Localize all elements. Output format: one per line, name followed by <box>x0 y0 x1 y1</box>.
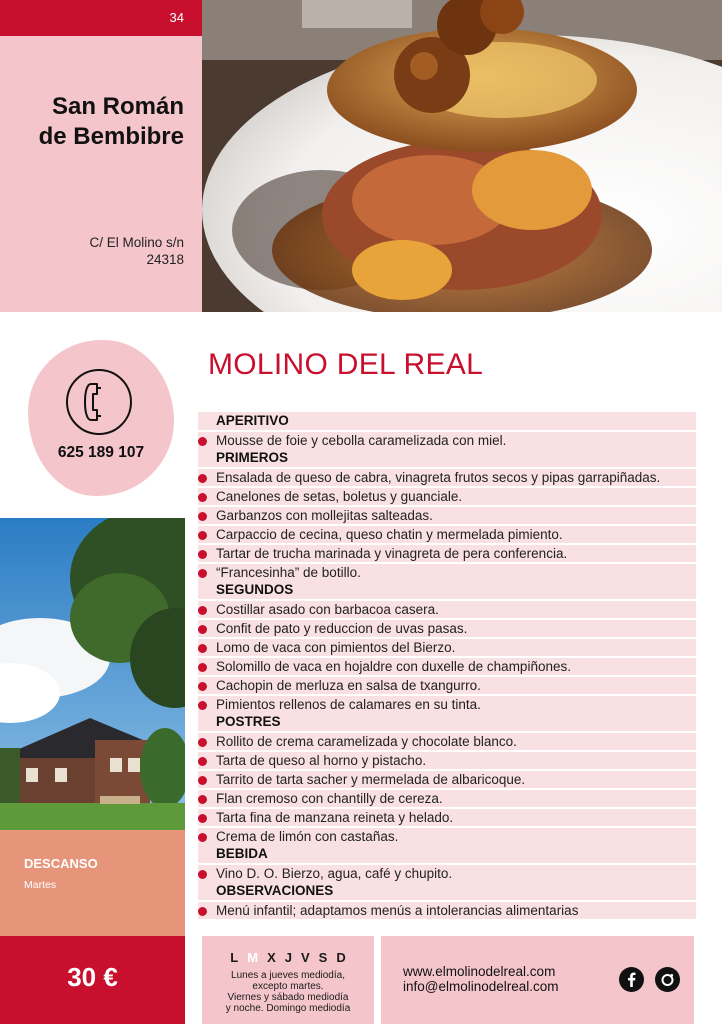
weekday-s: S <box>318 950 337 965</box>
menu-section <box>198 412 696 449</box>
bullet-icon <box>198 606 207 615</box>
menu-item-text: Tarrito de tarta sacher y mermelada de albaricoque. <box>216 771 526 787</box>
menu-item-text: Rollito de crema caramelizada y chocolate blanco. <box>216 733 517 749</box>
menu-section <box>198 713 696 845</box>
menu-item-text: Vino D. O. Bierzo, agua, café y chupito. <box>216 865 453 881</box>
bullet-icon <box>198 833 207 842</box>
menu-item <box>198 656 696 675</box>
menu-item <box>198 731 696 750</box>
restaurant-title: MOLINO DEL REAL <box>208 348 484 381</box>
phone-badge <box>28 340 174 496</box>
address-street: C/ El Molino s/n <box>89 235 184 250</box>
menu-item-text: Canelones de setas, boletus y guanciale. <box>216 488 463 504</box>
bullet-icon <box>198 776 207 785</box>
rest-day-value: Martes <box>24 879 57 891</box>
bullet-icon <box>198 474 207 483</box>
rest-day-label: DESCANSO <box>24 856 98 871</box>
menu-item-text: “Francesinha” de botillo. <box>216 564 361 580</box>
bullet-icon <box>198 493 207 502</box>
menu-item-text: Ensalada de queso de cabra, vinagreta frutos secos y pipas garrapiñadas. <box>216 469 661 485</box>
menu-item <box>198 863 696 882</box>
menu-section-heading: OBSERVACIONES <box>198 882 696 900</box>
menu-section <box>198 882 696 919</box>
weekday-letters <box>202 950 374 965</box>
bullet-icon <box>198 644 207 653</box>
page-number: 34 <box>169 10 184 25</box>
page-number-bar <box>0 0 202 36</box>
menu-item-text: Flan cremoso con chantilly de cereza. <box>216 790 443 806</box>
menu-item-text: Mousse de foie y cebolla caramelizada con miel. <box>216 432 507 448</box>
menu-item-text: Carpaccio de cecina, queso chatin y mermelada pimiento. <box>216 526 563 542</box>
menu-item <box>198 543 696 562</box>
menu-section-heading: APERITIVO <box>198 412 696 430</box>
menu-item <box>198 524 696 543</box>
hours-line: y noche. Domingo mediodía <box>225 1003 351 1014</box>
bullet-icon <box>198 437 207 446</box>
rest-day-panel <box>0 830 185 936</box>
bullet-icon <box>198 663 207 672</box>
menu-section <box>198 581 696 713</box>
menu-item <box>198 618 696 637</box>
bullet-icon <box>198 682 207 691</box>
menu-item <box>198 486 696 505</box>
hours-line: Lunes a jueves mediodía, <box>231 970 345 981</box>
weekday-x: X <box>267 950 285 965</box>
instagram-icon[interactable] <box>655 967 680 992</box>
menu-section-heading: BEBIDA <box>198 845 696 863</box>
menu-item <box>198 900 696 919</box>
weekday-v: V <box>300 950 319 965</box>
address-postcode: 24318 <box>146 252 184 267</box>
menu-item-text: Lomo de vaca con pimientos del Bierzo. <box>216 639 456 655</box>
menu-section <box>198 449 696 581</box>
menu-item <box>198 430 696 449</box>
website-link[interactable]: www.elmolinodelreal.com <box>403 964 556 979</box>
town-name <box>4 92 184 152</box>
town-panel <box>0 36 202 312</box>
menu-item <box>198 562 696 581</box>
menu-item <box>198 467 696 486</box>
bullet-icon <box>198 531 207 540</box>
menu-item <box>198 694 696 713</box>
bullet-icon <box>198 738 207 747</box>
bullet-icon <box>198 814 207 823</box>
menu-item-text: Tartar de trucha marinada y vinagreta de pera conferencia. <box>216 545 568 561</box>
weekday-l: L <box>230 950 248 965</box>
menu-item-text: Cachopin de merluza en salsa de txangurro. <box>216 677 481 693</box>
menu-list <box>198 412 696 919</box>
opening-hours <box>208 970 368 1014</box>
phone-number[interactable]: 625 189 107 <box>57 444 145 461</box>
bullet-icon <box>198 795 207 804</box>
menu-item-text: Pimientos rellenos de calamares en su tinta. <box>216 696 481 712</box>
bullet-icon <box>198 701 207 710</box>
weekday-m: M <box>247 950 268 965</box>
menu-item-text: Costillar asado con barbacoa casera. <box>216 601 439 617</box>
town-name-line1: San Román <box>51 93 184 120</box>
address <box>89 234 184 268</box>
food-photo <box>202 0 722 312</box>
phone-icon <box>65 368 133 436</box>
bullet-icon <box>198 907 207 916</box>
hours-line: excepto martes. <box>252 981 324 992</box>
bullet-icon <box>198 569 207 578</box>
menu-section-heading: PRIMEROS <box>198 449 696 467</box>
food-photo-image <box>202 0 722 312</box>
menu-item <box>198 788 696 807</box>
menu-item <box>198 637 696 656</box>
bullet-icon <box>198 757 207 766</box>
restaurant-photo-image <box>0 518 185 830</box>
hours-line: Viernes y sábado mediodía <box>227 992 349 1003</box>
menu-item <box>198 807 696 826</box>
facebook-icon[interactable] <box>619 967 644 992</box>
menu-price: 30 € <box>67 962 118 992</box>
price-panel <box>0 936 185 1024</box>
menu-section-heading: POSTRES <box>198 713 696 731</box>
town-name-line2: de Bembibre <box>38 123 184 150</box>
bullet-icon <box>198 625 207 634</box>
menu-item <box>198 599 696 618</box>
email-link[interactable]: info@elmolinodelreal.com <box>403 979 559 994</box>
menu-section-heading: SEGUNDOS <box>198 581 696 599</box>
menu-item-text: Tarta fina de manzana reineta y helado. <box>216 809 454 825</box>
menu-item <box>198 769 696 788</box>
menu-item-text: Garbanzos con mollejitas salteadas. <box>216 507 433 523</box>
menu-item-text: Confit de pato y reduccion de uvas pasas. <box>216 620 468 636</box>
menu-item-text: Menú infantil; adaptamos menús a intolerancias alimentarias <box>216 902 579 918</box>
menu-item <box>198 675 696 694</box>
weekday-d: D <box>336 950 355 965</box>
bullet-icon <box>198 512 207 521</box>
menu-item-text: Tarta de queso al horno y pistacho. <box>216 752 427 768</box>
menu-item <box>198 750 696 769</box>
menu-item <box>198 505 696 524</box>
opening-days-box <box>202 936 374 1024</box>
menu-item-text: Solomillo de vaca en hojaldre con duxelle de champiñones. <box>216 658 571 674</box>
bullet-icon <box>198 550 207 559</box>
menu-item <box>198 826 696 845</box>
menu-section <box>198 845 696 882</box>
menu-item-text: Crema de limón con castañas. <box>216 828 399 844</box>
contact-box <box>381 936 694 1024</box>
restaurant-photo <box>0 518 185 830</box>
weekday-j: J <box>284 950 301 965</box>
bullet-icon <box>198 870 207 879</box>
